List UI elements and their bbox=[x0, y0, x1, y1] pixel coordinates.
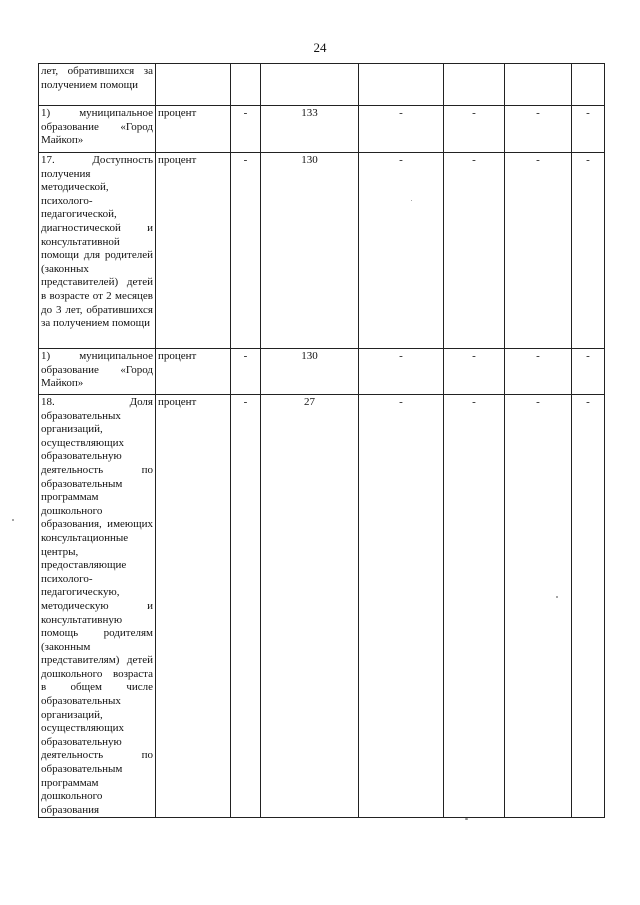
value-cell: 130 bbox=[261, 349, 359, 395]
indicator-name-cell: 18. Доля образовательных организаций, осуществляющих образовательную деятельность по образовательным программам дошкольного образования, имеющих консультационные центры, предоставляющие психолого-педагогическую, методическую и консультативную помощь родителям (законным представителям) детей дошкольного возраста в общем числе образовательных организаций, осуществляющих образовательную деятельность по образовательным программам дошкольного образования bbox=[39, 395, 156, 818]
value-cell bbox=[359, 64, 444, 106]
value-cell: - bbox=[359, 395, 444, 818]
value-cell: 27 bbox=[261, 395, 359, 818]
value-cell: - bbox=[444, 349, 505, 395]
value-cell: - bbox=[505, 153, 572, 349]
table-row bbox=[39, 64, 605, 106]
value-cell: - bbox=[359, 349, 444, 395]
value-cell bbox=[505, 64, 572, 106]
indicator-name-cell: лет, обратившихся за получением помощи bbox=[39, 64, 156, 106]
value-cell: - bbox=[572, 395, 605, 818]
scan-speck bbox=[411, 200, 412, 201]
table-row bbox=[39, 106, 605, 153]
value-cell bbox=[444, 64, 505, 106]
value-cell: - bbox=[572, 106, 605, 153]
unit-cell: процент bbox=[156, 349, 231, 395]
indicator-name-cell: 1) муниципальное образование «Город Майкоп» bbox=[39, 106, 156, 153]
unit-cell: процент bbox=[156, 153, 231, 349]
value-cell: - bbox=[231, 106, 261, 153]
table-row bbox=[39, 349, 605, 395]
value-cell: 133 bbox=[261, 106, 359, 153]
value-cell: 130 bbox=[261, 153, 359, 349]
value-cell: - bbox=[359, 153, 444, 349]
indicator-name-cell: 1) муниципальное образование «Город Майкоп» bbox=[39, 349, 156, 395]
value-cell: - bbox=[572, 153, 605, 349]
table-row bbox=[39, 395, 605, 818]
unit-cell bbox=[156, 64, 231, 106]
value-cell bbox=[572, 64, 605, 106]
page-number: 24 bbox=[313, 40, 327, 55]
value-cell: - bbox=[572, 349, 605, 395]
table-row bbox=[39, 153, 605, 349]
unit-cell: процент bbox=[156, 395, 231, 818]
scan-speck bbox=[465, 818, 468, 820]
indicators-table bbox=[38, 63, 605, 818]
indicator-name-cell: 17. Доступность получения методической, психолого-педагогической, диагностической и консультативной помощи для родителей (законных представителей) детей в возрасте от 2 месяцев до 3 лет, обратившихся за получением помощи bbox=[39, 153, 156, 349]
value-cell: - bbox=[444, 395, 505, 818]
value-cell: - bbox=[231, 395, 261, 818]
value-cell bbox=[231, 64, 261, 106]
unit-cell: процент bbox=[156, 106, 231, 153]
value-cell bbox=[261, 64, 359, 106]
value-cell: - bbox=[231, 349, 261, 395]
value-cell: - bbox=[444, 153, 505, 349]
value-cell: - bbox=[359, 106, 444, 153]
value-cell: - bbox=[505, 349, 572, 395]
value-cell: - bbox=[505, 106, 572, 153]
value-cell: - bbox=[231, 153, 261, 349]
scan-speck bbox=[12, 519, 14, 521]
value-cell: - bbox=[444, 106, 505, 153]
scan-speck bbox=[556, 596, 558, 598]
value-cell: - bbox=[505, 395, 572, 818]
